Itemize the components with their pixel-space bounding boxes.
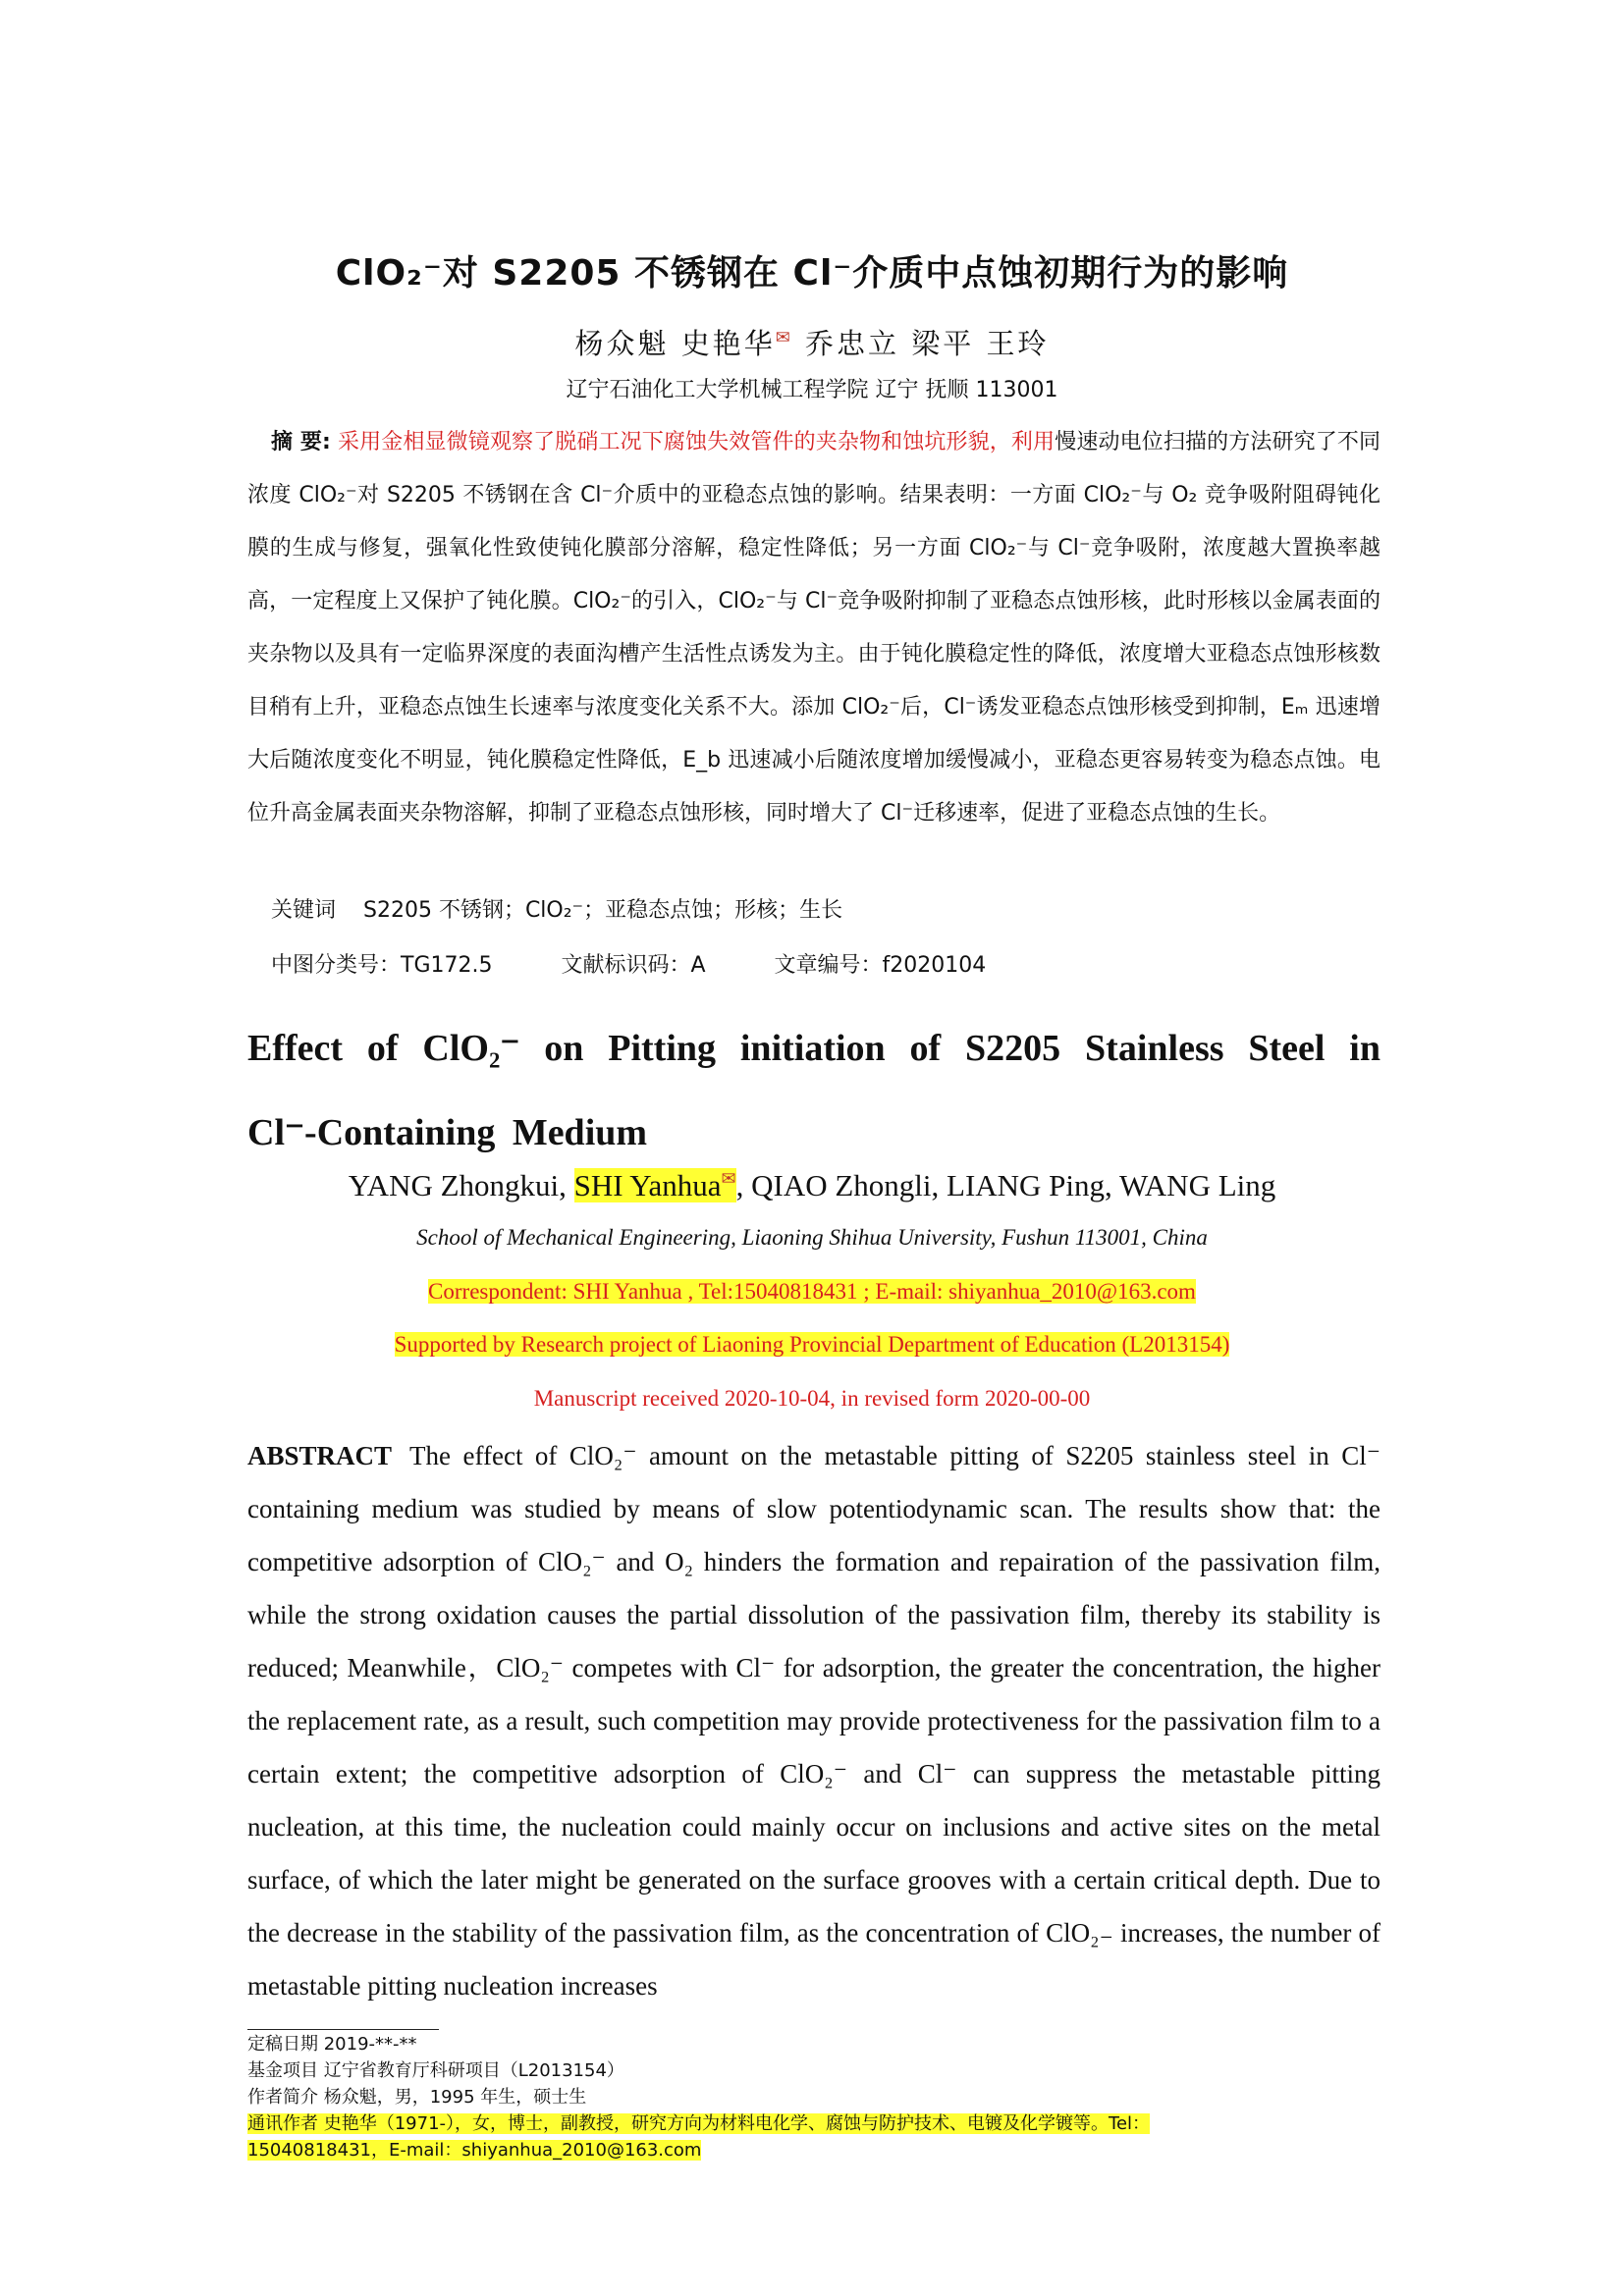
author-name: YANG Zhongkui,	[348, 1168, 567, 1202]
correspondent-info: Correspondent: SHI Yanhua , Tel:15040818431 ; E-mail: shiyanhua_2010@163.com	[428, 1279, 1196, 1304]
footnote-funding: 基金项目 辽宁省教育厅科研项目（L2013154）	[247, 2060, 624, 2081]
author-name: SHI Yanhua	[573, 1168, 722, 1202]
classification-line	[271, 946, 1380, 986]
mail-icon: ✉	[721, 1168, 736, 1189]
author-name: 乔忠立	[805, 327, 900, 360]
support-line	[0, 1332, 1624, 1358]
mail-icon: ✉	[775, 327, 793, 348]
footnote-divider	[247, 2029, 439, 2030]
chinese-affiliation: 辽宁石油化工大学机械工程学院 辽宁 抚顺 113001	[566, 378, 1058, 402]
article-number: 文章编号：f2020104	[774, 953, 987, 978]
corresponding-author-name	[574, 1168, 736, 1202]
abstract-body: 慢速动电位扫描的方法研究了不同浓度 ClO₂⁻对 S2205 不锈钢在含 Cl⁻介质中的亚稳态点蚀的影响。结果表明：一方面 ClO₂⁻与 O₂ 竞争吸附阻碍钝化膜的生成与修复，强氧化性致使钝化膜部分溶解，稳定性降低；另一方面 ClO₂⁻与 Cl⁻竞争吸附，浓度越大置换率越高，一定程度上又保护了钝化膜。ClO₂⁻的引入，ClO₂⁻与 Cl⁻竞争吸附抑制了亚稳态点蚀形核，此时形核以金属表面的夹杂物以及具有一定临界深度的表面沟槽产生活性点诱发为主。由于钝化膜稳定性的降低，浓度增大亚稳态点蚀形核数目稍有上升，亚稳态点蚀生长速率与浓度变化关系不大。添加 ClO₂⁻后，Cl⁻诱发亚稳态点蚀形核受到抑制，Eₘ 迅速增大后随浓度变化不明显，钝化膜稳定性降低，E_b 迅速减小后随浓度增加缓慢减小，亚稳态更容易转变为稳态点蚀。电位升高金属表面夹杂物溶解，抑制了亚稳态点蚀形核，同时增大了 Cl⁻迁移速率，促进了亚稳态点蚀的生长。	[247, 430, 1380, 826]
author-name: 杨众魁	[574, 327, 670, 360]
abstract-label: ABSTRACT	[247, 1441, 393, 1470]
english-authors	[0, 1168, 1624, 1203]
footnote-corresponding-author: 通讯作者 史艳华（1971-），女，博士，副教授，研究方向为材料电化学、腐蚀与防护技术、电镀及化学镀等。Tel：	[247, 2113, 1151, 2134]
funding-info: Supported by Research project of Liaoning Provincial Department of Education (L2013154)	[394, 1332, 1230, 1357]
clc-number: 中图分类号：TG172.5	[271, 953, 493, 978]
abstract-body: The effect of ClO₂⁻ amount on the metastable pitting of S2205 stainless steel in Cl⁻ containing medium was studied by means of slow potentiodynamic scan. The results show that: the competitive adsorption of ClO₂⁻ and O₂ hinders the formation and repairation of the passivation film, while the strong oxidation causes the partial dissolution of the passivation film, thereby its stability is reduced; Meanwhile，ClO₂⁻ competes with Cl⁻ for adsorption, the greater the concentration, the higher the replacement rate, as a result, such competition may provide protectiveness for the passivation film to a certain extent; the competitive adsorption of ClO₂⁻ and Cl⁻ can suppress the metastable pitting nucleation, at this time, the nucleation could mainly occur on inclusions and active sites on the metal surface, of which the later might be generated on the surface grooves with a certain critical depth. Due to the decrease in the stability of the passivation film, as the concentration of ClO₂₋ increases, the number of metastable pitting nucleation increases	[247, 1441, 1380, 2001]
chinese-title: ClO₂⁻对 S2205 不锈钢在 Cl⁻介质中点蚀初期行为的影响	[335, 253, 1289, 294]
footnote-author-bio: 作者简介 杨众魁，男，1995 年生，硕士生	[247, 2087, 587, 2108]
correspondent-line	[0, 1279, 1624, 1305]
abstract-highlighted-text: 采用金相显微镜观察了脱硝工况下腐蚀失效管件的夹杂物和蚀坑形貌，利用	[337, 430, 1056, 454]
document-code: 文献标识码：A	[561, 953, 706, 978]
keywords-value: S2205 不锈钢；ClO₂⁻；亚稳态点蚀；形核；生长	[363, 898, 843, 923]
abstract-label: 摘 要:	[271, 430, 331, 454]
footnotes	[247, 2031, 1380, 2163]
footnote-contact: 15040818431，E-mail：shiyanhua_2010@163.com	[247, 2140, 702, 2161]
chinese-abstract	[247, 416, 1380, 840]
chinese-keywords	[271, 891, 1380, 931]
manuscript-received: Manuscript received 2020-10-04, in revised form 2020-00-00	[533, 1386, 1091, 1411]
author-name: 王玲	[986, 327, 1050, 360]
author-name: 梁平	[911, 327, 975, 360]
author-list-rest: , QIAO Zhongli, LIANG Ping, WANG Ling	[735, 1168, 1276, 1202]
english-affiliation: School of Mechanical Engineering, Liaoning Shihua University, Fushun 113001, China	[416, 1225, 1208, 1250]
footnote-date: 定稿日期 2019-**-**	[247, 2034, 417, 2055]
chinese-authors	[0, 322, 1624, 362]
keywords-label: 关键词	[271, 898, 337, 923]
english-abstract	[247, 1429, 1380, 2012]
author-name: 史艳华	[680, 327, 776, 360]
english-title: Effect of ClO₂⁻ on Pitting initiation of S2205 Stainless Steel in Cl⁻-Containing Medium	[247, 1028, 1380, 1153]
